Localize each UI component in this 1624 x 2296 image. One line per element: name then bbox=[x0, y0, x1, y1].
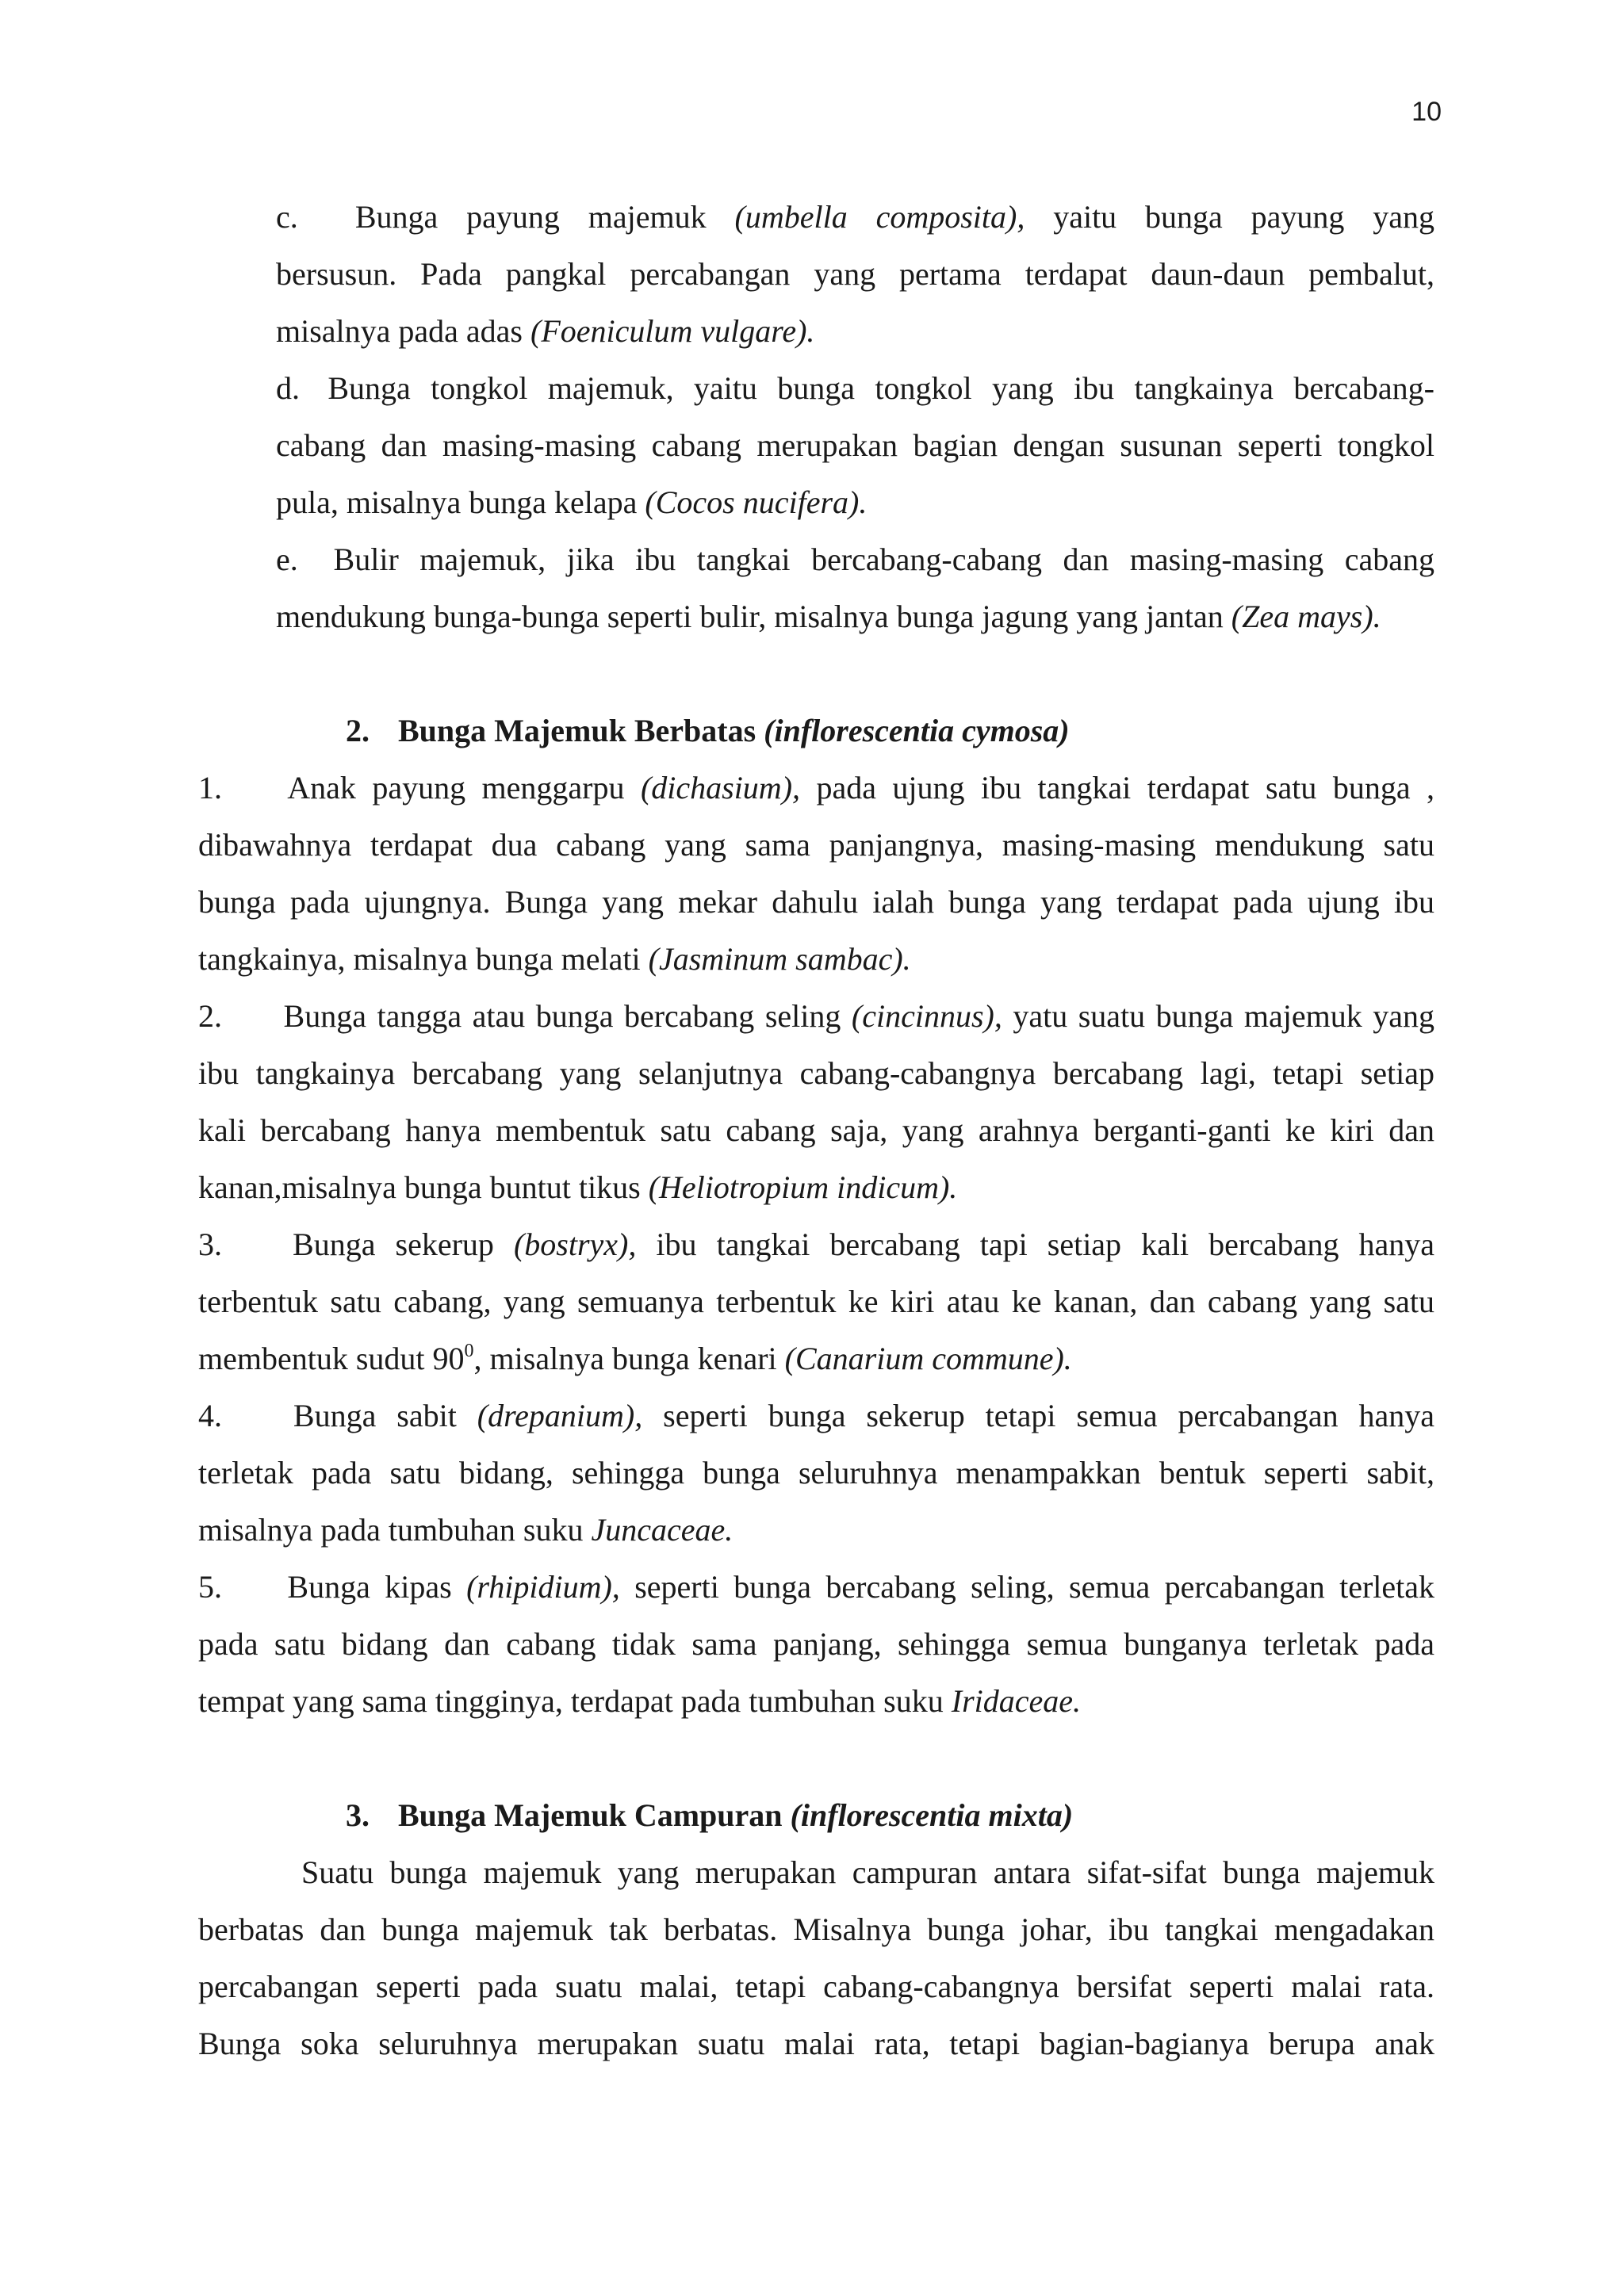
section-heading-3 bbox=[346, 1797, 1073, 1835]
latin-term: (dichasium), bbox=[640, 770, 801, 806]
item-3-line-1 bbox=[198, 1226, 1434, 1264]
text: seperti bunga sekerup tetapi semua percabangan hanya bbox=[663, 1398, 1435, 1433]
latin-term: Juncaceae. bbox=[591, 1512, 733, 1548]
latin-term: (rhipidium), bbox=[466, 1569, 620, 1605]
latin-term: (Heliotropium indicum). bbox=[648, 1169, 958, 1205]
para-3-line-2: berbatas dan bunga majemuk tak berbatas. Misalnya bunga johar, ibu tangkai mengadakan bbox=[198, 1911, 1434, 1947]
item-3-line-2: terbentuk satu cabang, yang semuanya terbentuk ke kiri atau ke kanan, dan cabang yang satu bbox=[198, 1284, 1434, 1319]
section-title: Bunga Majemuk Campuran bbox=[398, 1797, 783, 1833]
text: Bunga tongkol majemuk, yaitu bunga tongkol yang ibu tangkainya bercabang- bbox=[327, 370, 1435, 406]
text: mendukung bunga-bunga seperti bulir, misalnya bunga jagung yang jantan bbox=[276, 599, 1224, 634]
degree-superscript: 0 bbox=[464, 1341, 474, 1361]
item-label-4: 4. bbox=[198, 1398, 222, 1433]
item-5-line-2: pada satu bidang dan cabang tidak sama panjang, sehingga semua bunganya terletak pada bbox=[198, 1626, 1434, 1662]
para-3-line-4: Bunga soka seluruhnya merupakan suatu malai rata, tetapi bagian-bagianya berupa anak bbox=[198, 2026, 1434, 2061]
item-1-line-3: bunga pada ujungnya. Bunga yang mekar dahulu ialah bunga yang terdapat pada ujung ibu bbox=[198, 884, 1434, 920]
latin-term: (inflorescentia mixta) bbox=[790, 1797, 1074, 1833]
list-label-e: e. bbox=[276, 541, 298, 577]
item-1-line-2: dibawahnya terdapat dua cabang yang sama panjangnya, masing-masing mendukung satu bbox=[198, 827, 1434, 863]
para-3-line-3: percabangan seperti pada suatu malai, tetapi cabang-cabangnya bersifat seperti malai rata. bbox=[198, 1969, 1434, 2004]
latin-term: (Zea mays). bbox=[1231, 599, 1381, 634]
item-2-line-3: kali bercabang hanya membentuk satu cabang saja, yang arahnya berganti-ganti ke kiri dan bbox=[198, 1112, 1434, 1148]
item-2-line-1 bbox=[198, 997, 1434, 1035]
latin-term: (Jasminum sambac). bbox=[648, 941, 911, 977]
text: seperti bunga bercabang seling, semua percabangan terletak bbox=[634, 1569, 1435, 1605]
latin-term: (Foeniculum vulgare). bbox=[530, 313, 815, 349]
item-1-line-1 bbox=[198, 769, 1434, 807]
section-number: 2. bbox=[346, 713, 370, 748]
text: yaitu bunga payung yang bbox=[1053, 199, 1435, 235]
section-title: Bunga Majemuk Berbatas bbox=[398, 713, 756, 748]
latin-term: Iridaceae. bbox=[951, 1683, 1082, 1719]
item-1-line-4 bbox=[198, 940, 1434, 978]
text: pula, misalnya bunga kelapa bbox=[276, 484, 638, 520]
item-label-5: 5. bbox=[198, 1569, 222, 1605]
list-item-d-line-2: cabang dan masing-masing cabang merupakan bagian dengan susunan seperti tongkol bbox=[276, 427, 1434, 463]
list-item-e-line-1 bbox=[276, 541, 1434, 579]
section-heading-2 bbox=[346, 712, 1070, 750]
item-4-line-2: terletak pada satu bidang, sehingga bunga seluruhnya menampakkan bentuk seperti sabit, bbox=[198, 1455, 1434, 1490]
text: yatu suatu bunga majemuk yang bbox=[1013, 998, 1435, 1034]
latin-term: (inflorescentia cymosa) bbox=[764, 713, 1070, 748]
item-4-line-1 bbox=[198, 1397, 1434, 1435]
latin-term: (Canarium commune). bbox=[784, 1341, 1072, 1376]
text: Bunga payung majemuk bbox=[354, 199, 707, 235]
para-3-line-1: Suatu bunga majemuk yang merupakan campuran antara sifat-sifat bunga majemuk bbox=[301, 1854, 1434, 1890]
text: pada ujung ibu tangkai terdapat satu bunga , bbox=[816, 770, 1435, 806]
list-item-c-line-3 bbox=[276, 312, 1434, 350]
text: Bulir majemuk, jika ibu tangkai bercabang-cabang dan masing-masing cabang bbox=[333, 541, 1435, 577]
text: tempat yang sama tingginya, terdapat pada tumbuhan suku bbox=[198, 1683, 944, 1719]
text: Bunga tangga atau bunga bercabang seling bbox=[283, 998, 841, 1034]
list-item-c-line-1 bbox=[276, 198, 1434, 236]
item-2-line-4 bbox=[198, 1169, 1434, 1207]
text: misalnya pada tumbuhan suku bbox=[198, 1512, 584, 1548]
list-label-c: c. bbox=[276, 199, 298, 235]
text: , misalnya bunga kenari bbox=[473, 1341, 777, 1376]
text: membentuk sudut 90 bbox=[198, 1341, 465, 1376]
text: Bunga kipas bbox=[287, 1569, 452, 1605]
latin-term: (cincinnus), bbox=[851, 998, 1002, 1034]
section-number: 3. bbox=[346, 1797, 370, 1833]
list-label-d: d. bbox=[276, 370, 300, 406]
item-5-line-3 bbox=[198, 1682, 1434, 1720]
text: Anak payung menggarpu bbox=[287, 770, 625, 806]
text: misalnya pada adas bbox=[276, 313, 523, 349]
latin-term: (umbella composita), bbox=[734, 199, 1025, 235]
list-item-d-line-3 bbox=[276, 484, 1434, 522]
item-label-2: 2. bbox=[198, 998, 222, 1034]
page-number: 10 bbox=[1411, 97, 1442, 127]
item-2-line-2: ibu tangkainya bercabang yang selanjutnya cabang-cabangnya bercabang lagi, tetapi setiap bbox=[198, 1055, 1434, 1091]
list-item-e-line-2 bbox=[276, 598, 1434, 636]
item-4-line-3 bbox=[198, 1511, 1434, 1549]
latin-term: (Cocos nucifera). bbox=[645, 484, 868, 520]
list-item-d-line-1 bbox=[276, 369, 1434, 408]
latin-term: (drepanium), bbox=[477, 1398, 643, 1433]
item-5-line-1 bbox=[198, 1568, 1434, 1606]
text: kanan,misalnya bunga buntut tikus bbox=[198, 1169, 641, 1205]
text: ibu tangkai bercabang tapi setiap kali bercabang hanya bbox=[656, 1226, 1435, 1262]
text: Bunga sabit bbox=[293, 1398, 457, 1433]
text: Bunga sekerup bbox=[293, 1226, 494, 1262]
list-item-c-line-2: bersusun. Pada pangkal percabangan yang pertama terdapat daun-daun pembalut, bbox=[276, 256, 1434, 292]
item-3-line-3 bbox=[198, 1340, 1434, 1378]
latin-term: (bostryx), bbox=[513, 1226, 637, 1262]
item-label-1: 1. bbox=[198, 770, 222, 806]
text: tangkainya, misalnya bunga melati bbox=[198, 941, 641, 977]
item-label-3: 3. bbox=[198, 1226, 222, 1262]
